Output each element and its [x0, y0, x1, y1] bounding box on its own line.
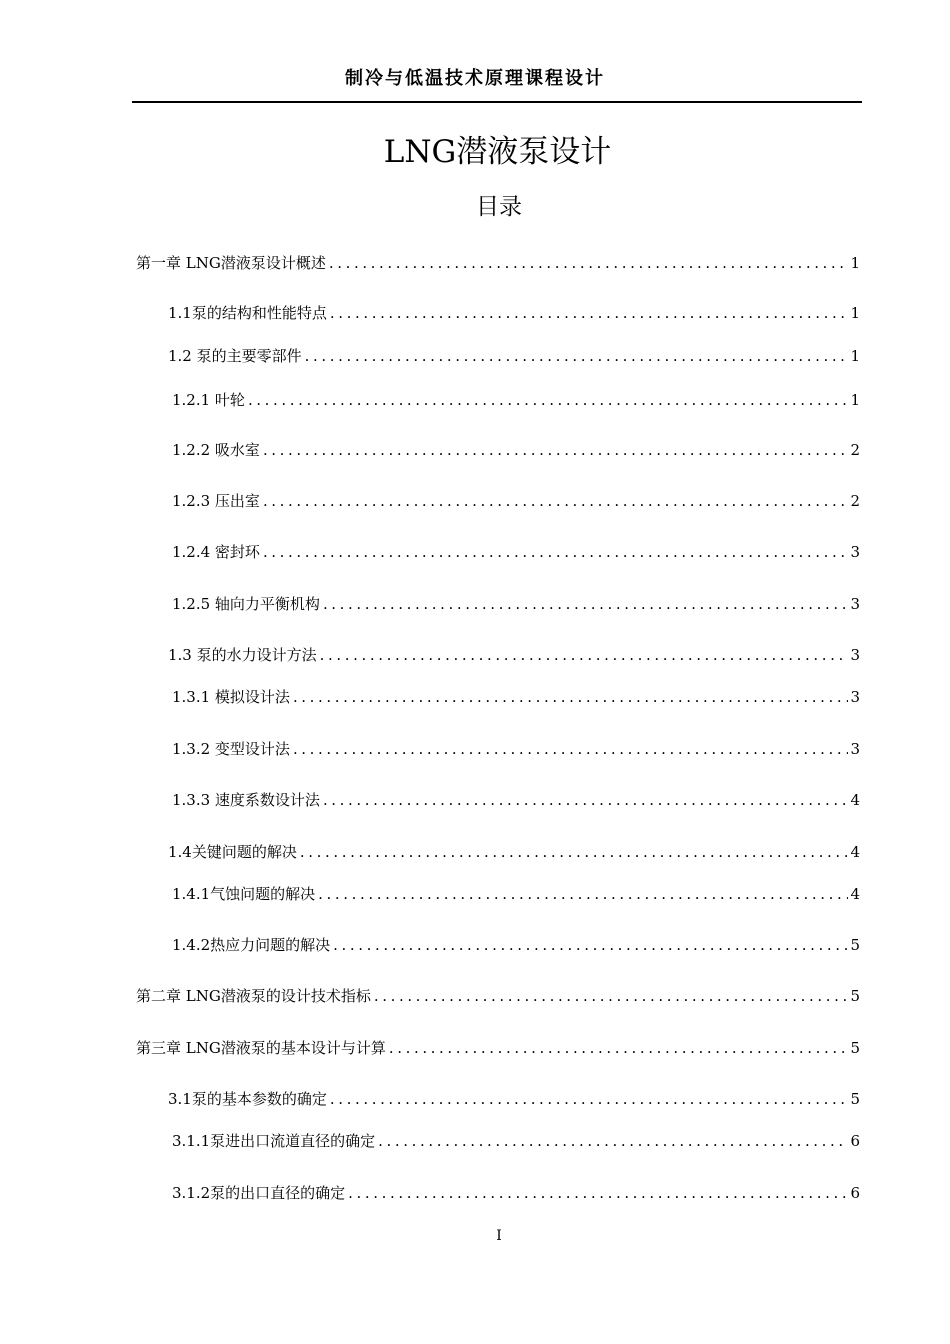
toc-entry-label: 3.1泵的基本参数的确定 [168, 1090, 327, 1108]
toc-entry-page: 1 [850, 391, 860, 409]
toc-entry[interactable] [172, 1183, 860, 1203]
toc-entry-label: 1.2.2 吸水室 [172, 441, 260, 459]
toc-entry-label: 第三章 LNG潜液泵的基本设计与计算 [136, 1039, 386, 1057]
toc-entry[interactable] [136, 986, 860, 1006]
toc-entry[interactable] [172, 687, 860, 707]
toc-entry-page: 4 [850, 791, 860, 809]
toc-dot-leader [330, 303, 849, 323]
toc-entry-label: 1.2.3 压出室 [172, 492, 260, 510]
toc-entry[interactable] [168, 645, 860, 665]
toc-entry[interactable] [172, 739, 860, 759]
toc-entry-page: 6 [850, 1132, 860, 1150]
toc-entry[interactable] [172, 491, 860, 511]
toc-dot-leader [293, 739, 849, 759]
toc-entry[interactable] [168, 346, 860, 366]
toc-entry-page: 5 [850, 936, 860, 954]
toc-entry-label: 1.2.4 密封环 [172, 543, 260, 561]
toc-dot-leader [378, 1131, 848, 1151]
toc-entry-label: 1.2.5 轴向力平衡机构 [172, 595, 320, 613]
toc-entry[interactable] [172, 884, 860, 904]
toc-entry[interactable] [172, 390, 860, 410]
toc-entry[interactable] [136, 253, 860, 273]
page-number: I [496, 1228, 502, 1244]
toc-heading: 目录 [476, 194, 522, 220]
toc-entry-page: 3 [850, 688, 860, 706]
toc-entry-page: 1 [850, 254, 860, 272]
toc-entry-label: 1.3 泵的水力设计方法 [168, 646, 317, 664]
toc-entry[interactable] [168, 1089, 860, 1109]
toc-dot-leader [293, 687, 849, 707]
toc-entry-label: 1.3.2 变型设计法 [172, 740, 290, 758]
toc-entry-page: 5 [850, 1039, 860, 1057]
toc-entry-label: 1.2 泵的主要零部件 [168, 347, 302, 365]
toc-dot-leader [300, 842, 849, 862]
toc-entry[interactable] [168, 303, 860, 323]
toc-entry-page: 3 [850, 595, 860, 613]
toc-entry-page: 2 [850, 492, 860, 510]
toc-dot-leader [329, 253, 849, 273]
toc-entry-page: 3 [850, 646, 860, 664]
toc-dot-leader [263, 491, 849, 511]
toc-entry-page: 2 [850, 441, 860, 459]
toc-entry-label: 1.1泵的结构和性能特点 [168, 304, 327, 322]
toc-dot-leader [263, 542, 849, 562]
toc-entry-page: 5 [850, 987, 860, 1005]
toc-entry[interactable] [172, 935, 860, 955]
toc-entry-page: 1 [850, 304, 860, 322]
running-header-title: 制冷与低温技术原理课程设计 [345, 68, 605, 89]
toc-entry[interactable] [136, 1038, 860, 1058]
toc-dot-leader [318, 884, 848, 904]
document-title: LNG潜液泵设计 [383, 134, 612, 170]
toc-entry-label: 1.3.1 模拟设计法 [172, 688, 290, 706]
toc-entry[interactable] [172, 594, 860, 614]
toc-entry-page: 3 [850, 543, 860, 561]
toc-entry-label: 1.3.3 速度系数设计法 [172, 791, 320, 809]
toc-dot-leader [374, 986, 849, 1006]
toc-dot-leader [333, 935, 848, 955]
toc-entry-label: 1.4关键问题的解决 [168, 843, 297, 861]
toc-dot-leader [348, 1183, 848, 1203]
toc-dot-leader [248, 390, 849, 410]
toc-entry-page: 1 [850, 347, 860, 365]
toc-entry-label: 1.4.1气蚀问题的解决 [172, 885, 316, 903]
toc-dot-leader [263, 440, 849, 460]
toc-dot-leader [389, 1038, 849, 1058]
toc-entry[interactable] [168, 842, 860, 862]
toc-entry[interactable] [172, 542, 860, 562]
toc-entry-label: 第一章 LNG潜液泵设计概述 [136, 254, 326, 272]
toc-dot-leader [330, 1089, 849, 1109]
toc-dot-leader [305, 346, 849, 366]
toc-entry-page: 3 [850, 740, 860, 758]
toc-dot-leader [323, 594, 849, 614]
toc-entry[interactable] [172, 1131, 860, 1151]
toc-entry-label: 1.4.2热应力问题的解决 [172, 936, 331, 954]
toc-entry-label: 3.1.2泵的出口直径的确定 [172, 1184, 346, 1202]
toc-entry-page: 5 [850, 1090, 860, 1108]
toc-entry-label: 3.1.1泵进出口流道直径的确定 [172, 1132, 376, 1150]
toc-entry-page: 4 [850, 843, 860, 861]
toc-dot-leader [320, 645, 849, 665]
toc-entry[interactable] [172, 440, 860, 460]
toc-entry-page: 6 [850, 1184, 860, 1202]
toc-dot-leader [323, 790, 849, 810]
toc-entry-label: 第二章 LNG潜液泵的设计技术指标 [136, 987, 371, 1005]
toc-entry[interactable] [172, 790, 860, 810]
toc-entry-page: 4 [850, 885, 860, 903]
toc-entry-label: 1.2.1 叶轮 [172, 391, 245, 409]
